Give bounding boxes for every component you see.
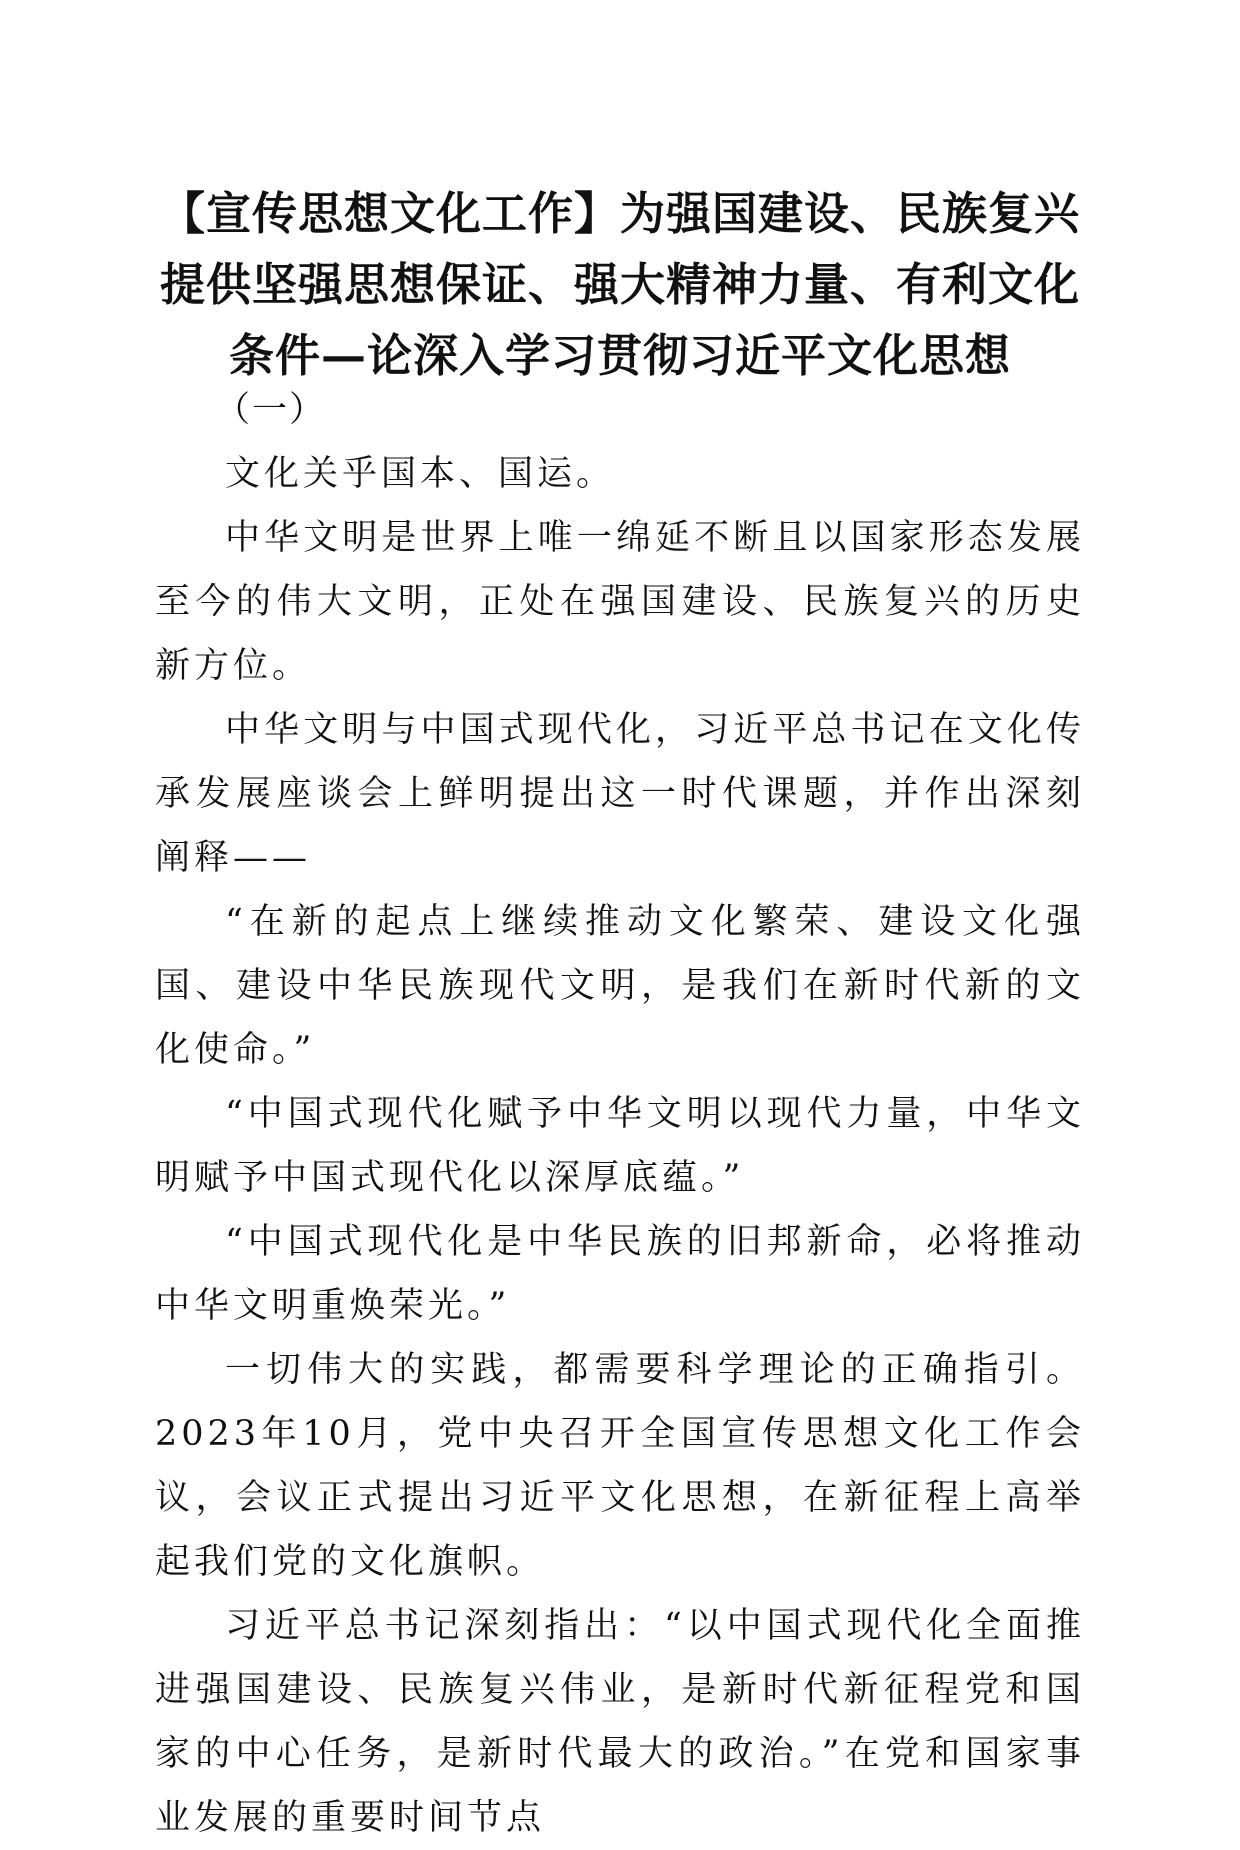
paragraph: 中华文明是世界上唯一绵延不断且以国家形态发展至今的伟大文明，正处在强国建设、民族复兴的历史新方位。 xyxy=(155,518,1085,686)
quote-paragraph: “中国式现代化赋予中华文明以现代力量，中华文明赋予中国式现代化以深厚底蕴。” xyxy=(155,1094,1085,1198)
paragraph: 中华文明与中国式现代化，习近平总书记在文化传承发展座谈会上鲜明提出这一时代课题，并作出深刻阐释—— xyxy=(155,710,1085,878)
quote-paragraph: “在新的起点上继续推动文化繁荣、建设文化强国、建设中华民族现代文明，是我们在新时代新的文化使命。” xyxy=(155,902,1085,1070)
document-title: 【宣传思想文化工作】为强国建设、民族复兴提供坚强思想保证、强大精神力量、有利文化条件—论深入学习贯彻习近平文化思想 xyxy=(159,187,1080,382)
paragraph: 习近平总书记深刻指出：“以中国式现代化全面推进强国建设、民族复兴伟业，是新时代新征程党和国家的中心任务，是新时代最大的政治。”在党和国家事业发展的重要时间节点 xyxy=(155,1606,1085,1838)
quote-paragraph: “中国式现代化是中华民族的旧邦新命，必将推动中华文明重焕荣光。” xyxy=(155,1222,1085,1326)
paragraph: 一切伟大的实践，都需要科学理论的正确指引。2023年10月，党中央召开全国宣传思想文化工作会议，会议正式提出习近平文化思想，在新征程上高举起我们党的文化旗帜。 xyxy=(155,1350,1085,1582)
section-number: （一） xyxy=(215,390,327,430)
paragraph: 文化关乎国本、国运。 xyxy=(225,454,616,494)
document-body xyxy=(155,378,1085,1850)
